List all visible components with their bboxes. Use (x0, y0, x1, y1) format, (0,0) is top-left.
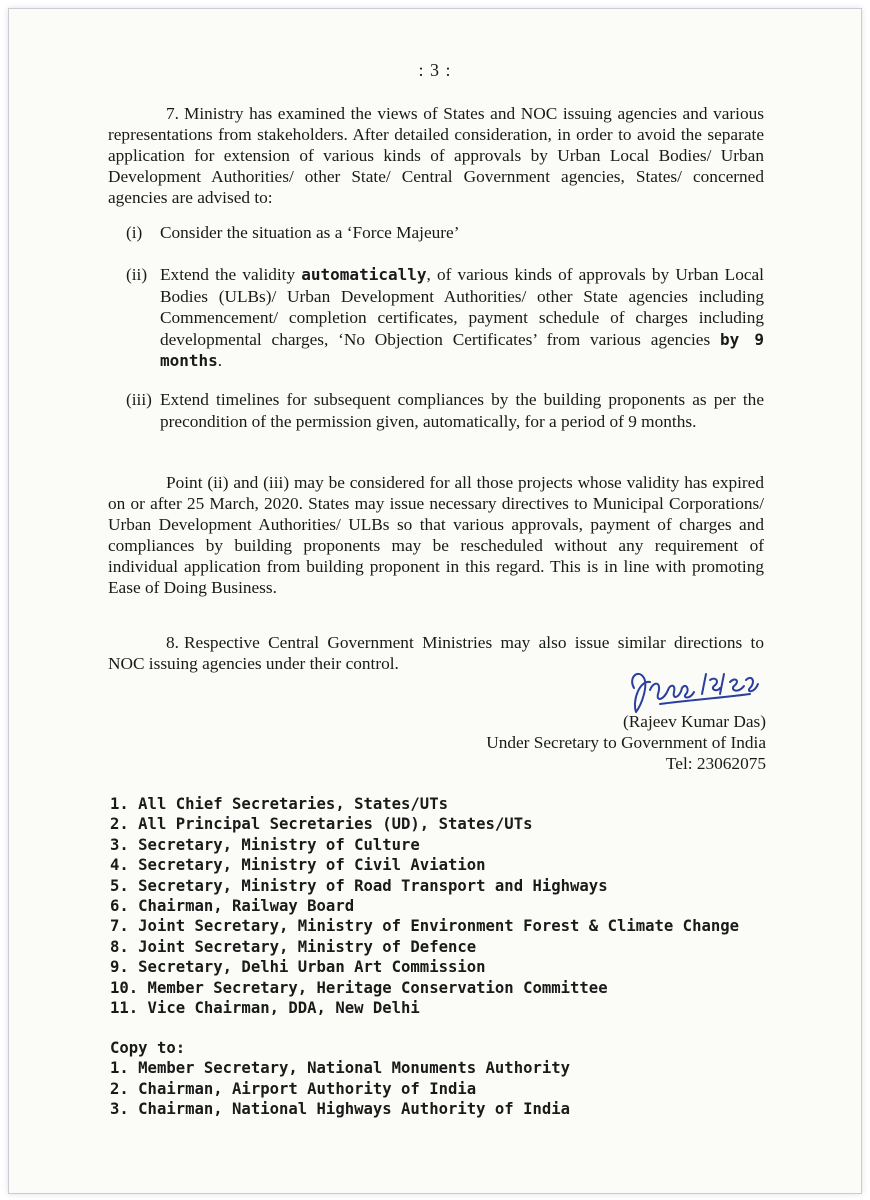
paragraph-8-text: Respective Central Government Ministries may also issue similar directions to NOC issuing agencies under their control. (108, 633, 764, 673)
copy-to-section (110, 1038, 810, 1120)
item-ii-text-end: . (217, 351, 223, 370)
page-number: : 3 : (418, 60, 452, 80)
list-item: 3. Chairman, National Highways Authority of India (110, 1100, 571, 1119)
list-item: 1. Member Secretary, National Monuments Authority (110, 1059, 571, 1078)
list-item-ii (126, 264, 764, 372)
item-ii-text-middle: , of various kinds of approvals by Urban Local Bodies (ULBs)/ Urban Development Authorities/ other State agencies including Commencement/ completion certificates, payment schedule of charges including developmental charges, ‘No Objection Certificates’ from various agencies (160, 265, 764, 349)
item-ii-text-start: Extend the validity (160, 265, 302, 284)
list-item: 2. Chairman, Airport Authority of India (110, 1079, 477, 1098)
list-item: 1. All Chief Secretaries, States/UTs (110, 795, 448, 813)
signatory-designation: Under Secretary to Government of India (486, 733, 766, 752)
paragraph-7-number: 7. (166, 104, 179, 123)
copy-to-heading: Copy to: (110, 1039, 186, 1057)
item-ii-bold-duration: by 9 months (160, 329, 765, 370)
list-item: 4. Secretary, Ministry of Civil Aviation (110, 856, 486, 875)
list-item: 9. Secretary, Delhi Urban Art Commission (110, 958, 486, 977)
recipient-list (110, 794, 810, 1018)
list-item-i (126, 222, 764, 244)
paragraph-7 (108, 103, 764, 208)
item-ii-label: (ii) (126, 265, 148, 284)
list-item-iii (126, 389, 764, 432)
list-item: 10. Member Secretary, Heritage Conservation Committee (110, 978, 608, 997)
item-i-text: Consider the situation as a ‘Force Majeure’ (160, 223, 460, 242)
list-item: 2. All Principal Secretaries (UD), States/UTs (110, 815, 533, 834)
list-item: 3. Secretary, Ministry of Culture (110, 835, 420, 854)
item-iii-text: Extend timelines for subsequent compliances by the building proponents as per the precondition of the permission given, automatically, for a period of 9 months. (160, 390, 764, 431)
list-item: 8. Joint Secretary, Ministry of Defence (110, 937, 477, 956)
item-iii-label: (iii) (126, 390, 152, 409)
item-ii-bold-automatically: automatically (301, 265, 427, 284)
list-item: 11. Vice Chairman, DDA, New Delhi (110, 999, 420, 1018)
signatory-name: (Rajeev Kumar Das) (623, 712, 766, 731)
list-item: 6. Chairman, Railway Board (110, 897, 355, 916)
list-item: 5. Secretary, Ministry of Road Transport and Highways (110, 876, 608, 895)
signature-block (420, 711, 766, 774)
point-paragraph: Point (ii) and (iii) may be considered for all those projects whose validity has expired on or after 25 March, 2020. States may issue necessary directives to Municipal Corporations/ Urban Development Authorities/ ULBs so that various approvals, payment of charges and compliances by building proponents may be rescheduled without any requirement of individual application from building proponent in this regard. This is in line with promoting Ease of Doing Business. (108, 473, 764, 597)
paragraph-8-number: 8. (166, 633, 179, 652)
item-i-label: (i) (126, 223, 143, 242)
list-item: 7. Joint Secretary, Ministry of Environment Forest & Climate Change (110, 917, 740, 936)
paragraph-7-text: Ministry has examined the views of States and NOC issuing agencies and various representations from stakeholders. After detailed consideration, in order to avoid the separate application for extension of various kinds of approvals by Urban Local Bodies/ Urban Development Authorities/ other State/ Central Government agencies, States/ concerned agencies are advised to: (108, 104, 764, 207)
signatory-telephone: Tel: 23062075 (665, 754, 766, 773)
